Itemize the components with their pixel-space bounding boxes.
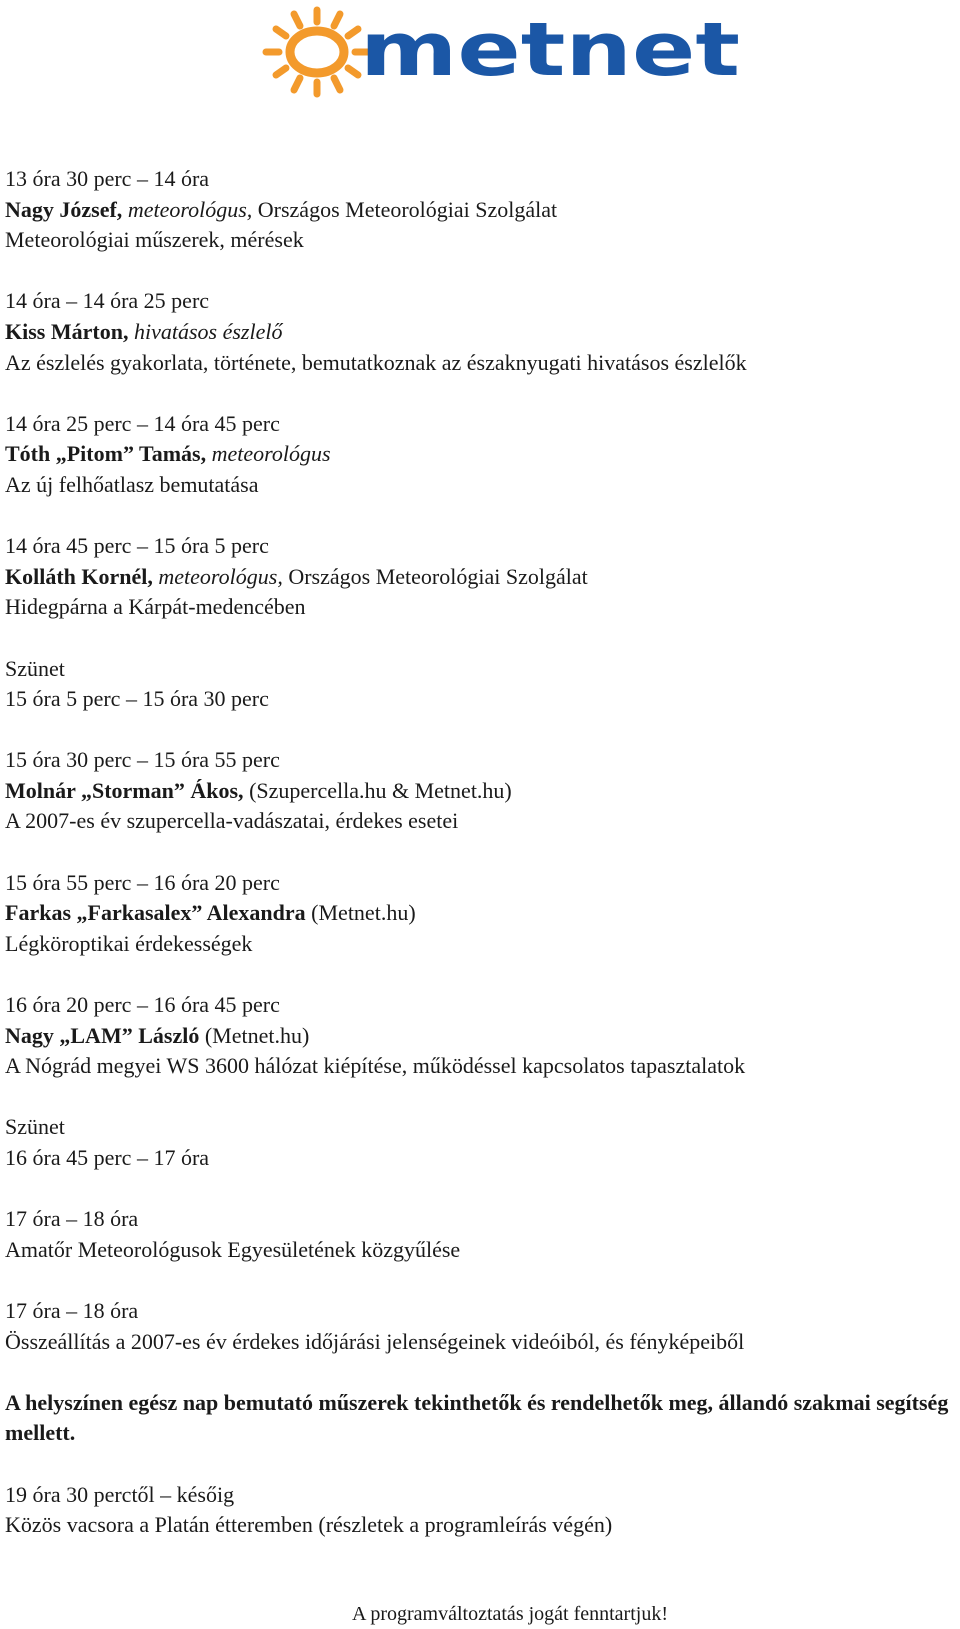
break-item [5,654,957,715]
speaker-name: Farkas „Farkasalex” Alexandra [5,900,306,926]
break-item [5,1112,957,1173]
speaker-line [5,898,957,929]
speaker-role: meteorológus, [127,196,253,222]
talk-topic: Az új felhőatlasz bemutatása [5,471,259,497]
speaker-name: Kolláth Kornél, [5,563,153,589]
program-item [5,868,957,960]
talk-topic: Az észlelés gyakorlata, története, bemutatkoznak az északnyugati hivatásos észlelők [5,349,747,375]
talk-topic: Hidegpárna a Kárpát-medencében [5,594,306,620]
talk-topic: A 2007-es év szupercella-vadászatai, érdekes esetei [5,808,459,834]
program-item [5,286,957,378]
program-schedule [5,164,957,1571]
speaker-name: Nagy József, [5,196,123,222]
speaker-org: (Szupercella.hu & Metnet.hu) [249,777,512,803]
time-slot: 15 óra 5 perc – 15 óra 30 perc [5,686,269,712]
speaker-name: Kiss Márton, [5,318,129,344]
time-slot: 15 óra 55 perc – 16 óra 20 perc [5,869,280,895]
time-slot: 13 óra 30 perc – 14 óra [5,166,210,191]
time-slot: 15 óra 30 perc – 15 óra 55 perc [5,747,280,773]
program-item [5,990,957,1082]
program-item [5,409,957,501]
speaker-line [5,439,957,470]
talk-topic: Amatőr Meteorológusok Egyesületének közgyűlése [5,1236,461,1262]
time-slot: 16 óra 45 perc – 17 óra [5,1145,210,1170]
speaker-line [5,776,957,807]
talk-topic: Összeállítás a 2007-es év érdekes időjárási jelenségeinek videóiból, és fényképeiből [5,1328,745,1354]
time-slot: 16 óra 20 perc – 16 óra 45 perc [5,992,280,1018]
program-item [5,745,957,837]
break-label: Szünet [5,655,65,681]
program-item [5,1296,957,1357]
dinner-item [5,1480,957,1541]
speaker-org: Országos Meteorológiai Szolgálat [257,196,558,222]
logo-text: metnet [360,7,740,93]
time-slot: 14 óra 45 perc – 15 óra 5 perc [5,533,269,559]
talk-topic: Meteorológiai műszerek, mérések [5,227,304,253]
program-item [5,164,957,256]
program-item [5,1204,957,1265]
footer-disclaimer: A programváltoztatás jogát fenntartjuk! [351,1603,668,1625]
time-slot: 19 óra 30 perctől – későig [5,1481,235,1507]
time-slot: 14 óra 25 perc – 14 óra 45 perc [5,410,280,436]
speaker-name: Molnár „Storman” Ákos, [5,777,244,803]
metnet-logo [262,2,762,102]
speaker-role: meteorológus, [158,563,283,589]
time-slot: 17 óra – 18 óra [5,1206,139,1232]
talk-topic: Légköroptikai érdekességek [5,930,253,956]
speaker-line [5,562,957,593]
speaker-line [5,317,957,348]
speaker-line [5,195,957,226]
program-item [5,531,957,623]
speaker-role: meteorológus [211,441,331,467]
time-slot: 17 óra – 18 óra [5,1297,139,1323]
instruments-note [5,1388,957,1449]
talk-topic: A Nógrád megyei WS 3600 hálózat kiépítése, működéssel kapcsolatos tapasztalatok [5,1053,746,1079]
note-text: A helyszínen egész nap bemutató műszerek tekinthetők és rendelhetők meg, állandó szakmai segítség mellett. [5,1389,949,1446]
time-slot: 14 óra – 14 óra 25 perc [5,288,210,314]
speaker-role: hivatásos észlelő [133,318,283,344]
break-label: Szünet [5,1114,65,1140]
speaker-org: (Metnet.hu) [204,1022,310,1048]
speaker-org: (Metnet.hu) [311,900,416,926]
speaker-line [5,1021,957,1052]
speaker-org: Országos Meteorológiai Szolgálat [288,563,588,589]
sun-logo-icon [262,2,762,102]
speaker-name: Tóth „Pitom” Tamás, [5,441,207,467]
speaker-name: Nagy „LAM” László [5,1022,200,1048]
dinner-text: Közös vacsora a Platán étteremben (részletek a programleírás végén) [5,1512,613,1538]
